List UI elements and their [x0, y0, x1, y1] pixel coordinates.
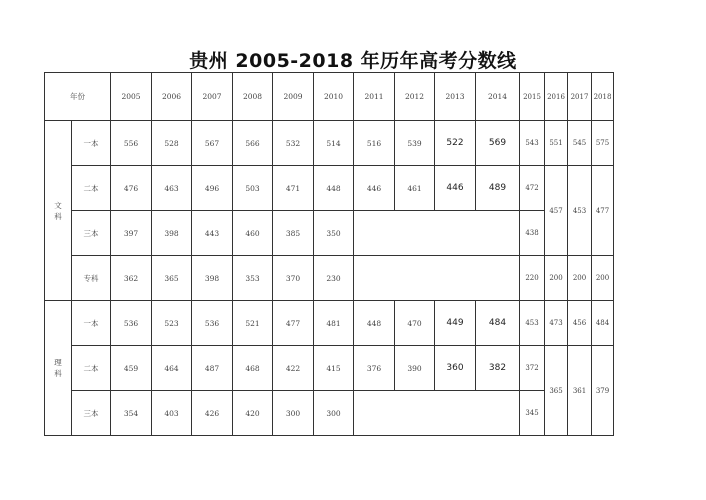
- cell: 362: [111, 256, 152, 301]
- cell: 415: [314, 346, 354, 391]
- cell: 477: [273, 301, 314, 346]
- cell: 385: [273, 211, 314, 256]
- row-label: 一本: [72, 301, 111, 346]
- row-label: 三本: [72, 391, 111, 436]
- cell: 449: [435, 301, 476, 346]
- merged-cell-2018: 477: [592, 166, 614, 256]
- cell: 569: [476, 121, 520, 166]
- cell: 438: [520, 211, 545, 256]
- table-row: [45, 301, 614, 346]
- cell: 543: [520, 121, 545, 166]
- cell: 353: [233, 256, 273, 301]
- empty-cell: [354, 211, 520, 256]
- cell: 230: [314, 256, 354, 301]
- cell: 420: [233, 391, 273, 436]
- row-label: 专科: [72, 256, 111, 301]
- cell: 350: [314, 211, 354, 256]
- cell: 459: [111, 346, 152, 391]
- year-2016: 2016: [545, 73, 568, 121]
- row-label: 一本: [72, 121, 111, 166]
- merged-cell-2018: 379: [592, 346, 614, 436]
- cell: 448: [354, 301, 395, 346]
- cell: 503: [233, 166, 273, 211]
- cell: 471: [273, 166, 314, 211]
- cell: 484: [476, 301, 520, 346]
- year-2011: 2011: [354, 73, 395, 121]
- year-2012: 2012: [395, 73, 435, 121]
- year-2013: 2013: [435, 73, 476, 121]
- year-2006: 2006: [152, 73, 192, 121]
- table-row: [45, 211, 614, 256]
- score-table: [44, 72, 614, 436]
- cell: 448: [314, 166, 354, 211]
- cell: 446: [354, 166, 395, 211]
- cell: 496: [192, 166, 233, 211]
- cell: 472: [520, 166, 545, 211]
- merged-cell-2016: 365: [545, 346, 568, 436]
- page-title: 贵州 2005-2018 年历年高考分数线: [189, 50, 517, 72]
- cell: 446: [435, 166, 476, 211]
- year-header-label: 年份: [45, 73, 111, 121]
- table-row: [45, 256, 614, 301]
- cell: 376: [354, 346, 395, 391]
- cell: 522: [435, 121, 476, 166]
- merged-cell-2016: 457: [545, 166, 568, 256]
- wenke-label: 文 科: [45, 121, 72, 301]
- cell: 460: [233, 211, 273, 256]
- cell: 470: [395, 301, 435, 346]
- cell: 539: [395, 121, 435, 166]
- table-row: [45, 121, 614, 166]
- cell: 443: [192, 211, 233, 256]
- cell: 345: [520, 391, 545, 436]
- cell: 575: [592, 121, 614, 166]
- cell: 536: [111, 301, 152, 346]
- cell: 300: [273, 391, 314, 436]
- cell: 461: [395, 166, 435, 211]
- cell: 514: [314, 121, 354, 166]
- cell: 528: [152, 121, 192, 166]
- cell: 426: [192, 391, 233, 436]
- row-label: 二本: [72, 346, 111, 391]
- year-2008: 2008: [233, 73, 273, 121]
- cell: 556: [111, 121, 152, 166]
- cell: 354: [111, 391, 152, 436]
- cell: 489: [476, 166, 520, 211]
- cell: 566: [233, 121, 273, 166]
- cell: 453: [520, 301, 545, 346]
- cell: 422: [273, 346, 314, 391]
- cell: 200: [568, 256, 592, 301]
- cell: 220: [520, 256, 545, 301]
- cell: 464: [152, 346, 192, 391]
- merged-cell-2017: 361: [568, 346, 592, 436]
- cell: 476: [111, 166, 152, 211]
- cell: 403: [152, 391, 192, 436]
- cell: 516: [354, 121, 395, 166]
- year-2014: 2014: [476, 73, 520, 121]
- cell: 370: [273, 256, 314, 301]
- table-row: [45, 166, 614, 211]
- year-2007: 2007: [192, 73, 233, 121]
- cell: 360: [435, 346, 476, 391]
- cell: 382: [476, 346, 520, 391]
- header-row: [45, 73, 614, 121]
- year-2005: 2005: [111, 73, 152, 121]
- cell: 481: [314, 301, 354, 346]
- cell: 567: [192, 121, 233, 166]
- cell: 484: [592, 301, 614, 346]
- cell: 372: [520, 346, 545, 391]
- cell: 398: [152, 211, 192, 256]
- cell: 398: [192, 256, 233, 301]
- cell: 200: [545, 256, 568, 301]
- year-2015: 2015: [520, 73, 545, 121]
- cell: 463: [152, 166, 192, 211]
- cell: 545: [568, 121, 592, 166]
- cell: 473: [545, 301, 568, 346]
- cell: 551: [545, 121, 568, 166]
- cell: 200: [592, 256, 614, 301]
- table-row: [45, 391, 614, 436]
- year-2010: 2010: [314, 73, 354, 121]
- cell: 300: [314, 391, 354, 436]
- cell: 487: [192, 346, 233, 391]
- year-2017: 2017: [568, 73, 592, 121]
- cell: 397: [111, 211, 152, 256]
- row-label: 三本: [72, 211, 111, 256]
- cell: 390: [395, 346, 435, 391]
- table-row: [45, 346, 614, 391]
- empty-cell: [354, 391, 520, 436]
- cell: 521: [233, 301, 273, 346]
- cell: 536: [192, 301, 233, 346]
- cell: 456: [568, 301, 592, 346]
- cell: 523: [152, 301, 192, 346]
- cell: 468: [233, 346, 273, 391]
- cell: 365: [152, 256, 192, 301]
- merged-cell-2017: 453: [568, 166, 592, 256]
- empty-cell: [354, 256, 520, 301]
- like-label: 理 科: [45, 301, 72, 436]
- cell: 532: [273, 121, 314, 166]
- year-2009: 2009: [273, 73, 314, 121]
- row-label: 二本: [72, 166, 111, 211]
- year-2018: 2018: [592, 73, 614, 121]
